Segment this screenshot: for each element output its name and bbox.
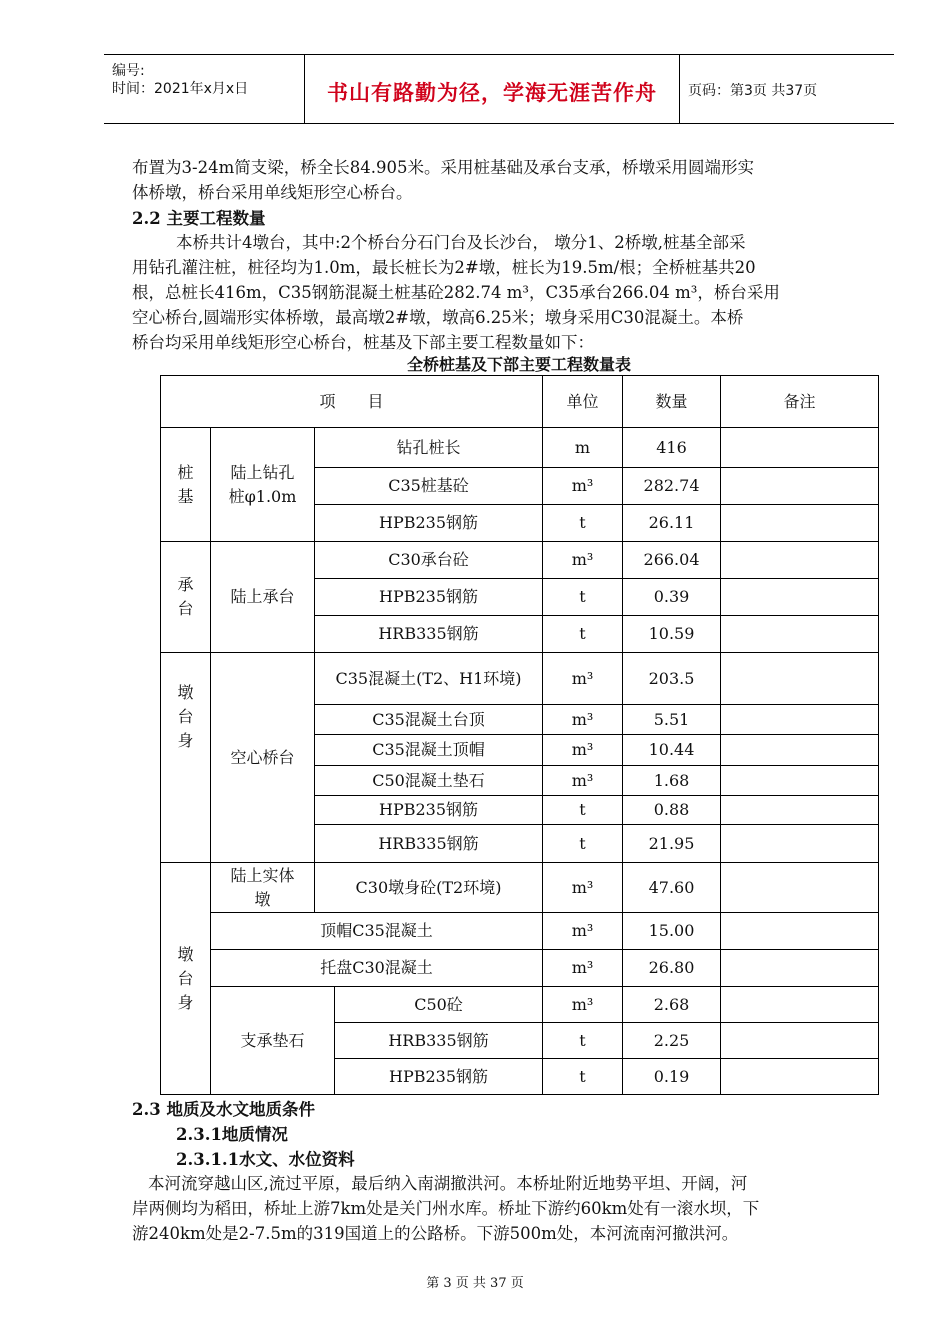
item-cell: HPB235钢筋 [315, 579, 543, 616]
item-cell: C35混凝土(T2、H1环境) [315, 653, 543, 705]
qty-cell: 5.51 [623, 705, 721, 735]
paragraph-3-line-2: 岸两侧均为稻田，桥址上游7km处是关门州水库。桥址下游约60km处有一滚水坝，下 [132, 1199, 760, 1218]
note-cell [721, 950, 879, 987]
table-row [161, 542, 879, 579]
unit-cell: t [543, 796, 623, 825]
paragraph-1-line-2: 体桥墩，桥台采用单线矩形空心桥台。 [132, 183, 413, 202]
item-cell: C35混凝土台顶 [315, 705, 543, 735]
note-cell [721, 913, 879, 950]
unit-cell: m³ [543, 653, 623, 705]
unit-cell: t [543, 825, 623, 863]
subcategory-cell: 陆上承台 [211, 542, 315, 653]
page-header [104, 54, 894, 124]
item-cell: HPB235钢筋 [315, 505, 543, 542]
unit-cell: m³ [543, 468, 623, 505]
item-cell: C35桩基砼 [315, 468, 543, 505]
item-cell: HRB335钢筋 [315, 825, 543, 863]
section-heading-2-3-1-1: 2.3.1.1水文、水位资料 [176, 1150, 355, 1169]
note-cell [721, 766, 879, 796]
table-row [161, 863, 879, 913]
paragraph-2-line-4: 空心桥台,圆端形实体桥墩，最高墩2#墩，墩高6.25米；墩身采用C30混凝土。本桥 [132, 308, 744, 327]
note-cell [721, 1023, 879, 1059]
note-cell [721, 653, 879, 705]
note-cell [721, 505, 879, 542]
header-motto: 书山有路勤为径，学海无涯苦作舟 [327, 81, 657, 105]
unit-cell: t [543, 505, 623, 542]
quantity-table [160, 375, 879, 1095]
qty-cell: 0.88 [623, 796, 721, 825]
note-cell [721, 863, 879, 913]
qty-cell: 1.68 [623, 766, 721, 796]
header-motto-cell [305, 55, 680, 123]
note-cell [721, 796, 879, 825]
unit-cell: t [543, 579, 623, 616]
item-cell: C30墩身砼(T2环境) [315, 863, 543, 913]
qty-cell: 26.80 [623, 950, 721, 987]
unit-cell: t [543, 1059, 623, 1095]
doc-number-label: 编号: [112, 63, 145, 79]
item-cell: 钻孔桩长 [315, 428, 543, 468]
unit-cell: m³ [543, 913, 623, 950]
qty-cell: 0.39 [623, 579, 721, 616]
paragraph-1-line-1: 布置为3-24m简支梁，桥全长84.905米。采用桩基础及承台支承，桥墩采用圆端形实 [132, 158, 754, 177]
item-cell: 顶帽C35混凝土 [211, 913, 543, 950]
paragraph-3-line-1: 本河流穿越山区,流过平原，最后纳入南湖撤洪河。本桥址附近地势平坦、开阔，河 [148, 1174, 748, 1193]
table-title: 全桥桩基及下部主要工程数量表 [406, 355, 631, 374]
paragraph-2-line-5: 桥台均采用单线矩形空心桥台，桩基及下部主要工程数量如下： [132, 333, 594, 352]
qty-cell: 266.04 [623, 542, 721, 579]
category-cell: 桩 基 [161, 428, 211, 542]
item-cell: HRB335钢筋 [335, 1023, 543, 1059]
unit-cell: m³ [543, 766, 623, 796]
note-cell [721, 428, 879, 468]
unit-cell: m³ [543, 863, 623, 913]
header-page-info: 页码：第3页 共37页 [688, 83, 818, 99]
qty-cell: 15.00 [623, 913, 721, 950]
qty-cell: 2.68 [623, 987, 721, 1023]
item-cell: C50混凝土垫石 [315, 766, 543, 796]
unit-cell: m [543, 428, 623, 468]
paragraph-2-line-2: 用钻孔灌注桩，桩径均为1.0m，最长桩长为2#墩，桩长为19.5m/根；全桥桩基共20 [132, 258, 756, 277]
item-cell: 托盘C30混凝土 [211, 950, 543, 987]
note-cell [721, 468, 879, 505]
qty-cell: 10.59 [623, 616, 721, 653]
header-qty: 数量 [623, 376, 721, 428]
section-heading-2-3-1: 2.3.1地质情况 [176, 1125, 288, 1144]
paragraph-3-line-3: 游240km处是2-7.5m的319国道上的公路桥。下游500m处，本河流南河撤洪河。 [132, 1224, 739, 1243]
item-cell: HPB235钢筋 [315, 796, 543, 825]
header-note: 备注 [721, 376, 879, 428]
subcategory-cell: 陆上钻孔 桩φ1.0m [211, 428, 315, 542]
paragraph-2-line-3: 根，总桩长416m，C35钢筋混凝土桩基砼282.74 m³，C35承台266.04 m³，桥台采用 [132, 283, 780, 302]
subcategory-cell: 支承垫石 [211, 987, 335, 1095]
qty-cell: 26.11 [623, 505, 721, 542]
header-unit: 单位 [543, 376, 623, 428]
note-cell [721, 705, 879, 735]
item-cell: C30承台砼 [315, 542, 543, 579]
note-cell [721, 616, 879, 653]
qty-cell: 47.60 [623, 863, 721, 913]
note-cell [721, 542, 879, 579]
note-cell [721, 579, 879, 616]
section-heading-2-2: 2.2 主要工程数量 [132, 209, 266, 228]
header-item: 项 目 [161, 376, 543, 428]
subcategory-cell: 空心桥台 [211, 653, 315, 863]
note-cell [721, 735, 879, 766]
qty-cell: 21.95 [623, 825, 721, 863]
table-row [161, 913, 879, 950]
qty-cell: 282.74 [623, 468, 721, 505]
unit-cell: m³ [543, 705, 623, 735]
qty-cell: 2.25 [623, 1023, 721, 1059]
doc-time-label: 时间：2021年x月x日 [112, 81, 249, 97]
item-cell: C50砼 [335, 987, 543, 1023]
qty-cell: 416 [623, 428, 721, 468]
note-cell [721, 825, 879, 863]
paragraph-2-line-1: 本桥共计4墩台，其中:2个桥台分石门台及长沙台， 墩分1、2桥墩,桩基全部采 [176, 233, 746, 252]
note-cell [721, 987, 879, 1023]
table-row [161, 653, 879, 705]
unit-cell: t [543, 1023, 623, 1059]
category-cell: 墩 台 身 [161, 863, 211, 1095]
unit-cell: m³ [543, 542, 623, 579]
unit-cell: m³ [543, 987, 623, 1023]
table-header-row [161, 376, 879, 428]
qty-cell: 0.19 [623, 1059, 721, 1095]
category-cell: 墩 台 身 [161, 653, 211, 863]
qty-cell: 203.5 [623, 653, 721, 705]
table-row [161, 987, 879, 1023]
table-row [161, 950, 879, 987]
subcategory-cell: 陆上实体 墩 [211, 863, 315, 913]
qty-cell: 10.44 [623, 735, 721, 766]
unit-cell: m³ [543, 950, 623, 987]
page-footer: 第 3 页 共 37 页 [426, 1276, 524, 1291]
table-row [161, 428, 879, 468]
header-page-cell [680, 55, 894, 123]
header-info-cell [104, 55, 305, 123]
unit-cell: t [543, 616, 623, 653]
section-heading-2-3: 2.3 地质及水文地质条件 [132, 1100, 315, 1119]
note-cell [721, 1059, 879, 1095]
item-cell: HPB235钢筋 [335, 1059, 543, 1095]
item-cell: C35混凝土顶帽 [315, 735, 543, 766]
item-cell: HRB335钢筋 [315, 616, 543, 653]
unit-cell: m³ [543, 735, 623, 766]
category-cell: 承 台 [161, 542, 211, 653]
